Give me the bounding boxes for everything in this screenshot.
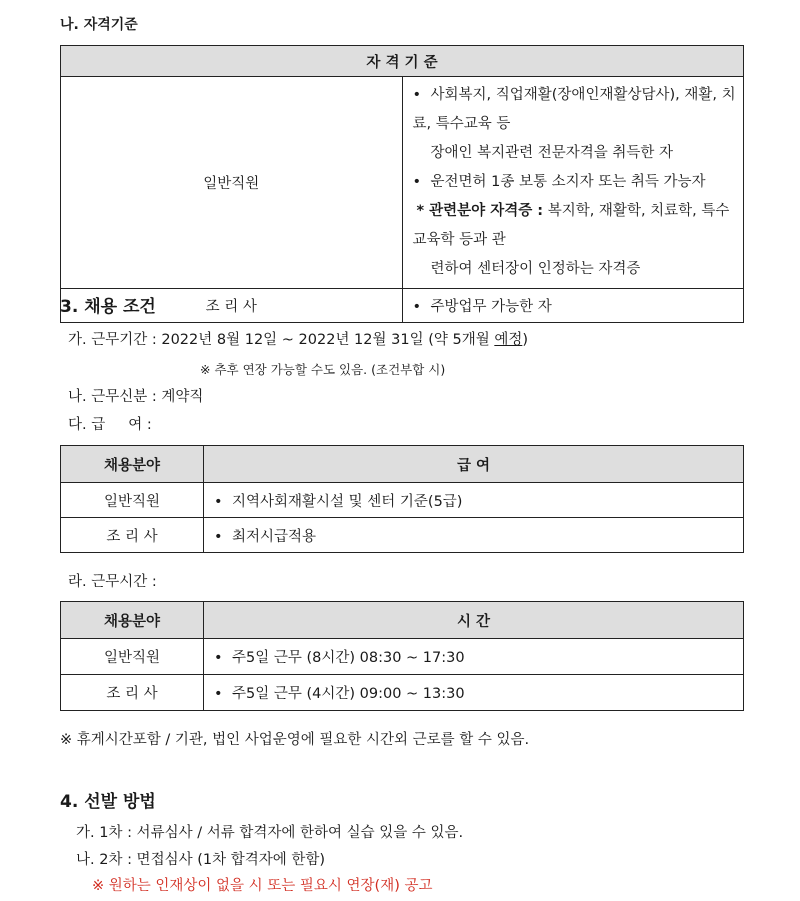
qual-line-2: 장애인 복지관련 전문자격을 취득한 자 — [430, 145, 674, 161]
bullet-icon: • — [412, 87, 422, 103]
qual-line-1: 사회복지, 직업재활(장애인재활상담사), 재활, 치료, 특수교육 등 — [412, 87, 736, 132]
work-period-underlined: 예정 — [494, 332, 523, 348]
qualification-detail-cell — [402, 77, 744, 289]
value-cell — [204, 675, 744, 711]
work-period-suffix: ) — [522, 332, 529, 348]
table-row — [61, 77, 744, 289]
salary-table — [60, 445, 744, 553]
category-cell: 조 리 사 — [61, 518, 204, 553]
category-cell: 일반직원 — [61, 77, 403, 289]
work-period — [68, 328, 528, 349]
table-row — [61, 289, 744, 323]
qual-line-5: 련하여 센터장이 인정하는 자격증 — [430, 261, 641, 277]
work-hours-table — [60, 601, 744, 711]
selection-step-1: 가. 1차 : 서류심사 / 서류 합격자에 한하여 실습 있을 수 있음. — [76, 825, 464, 841]
value-text: 주방업무 가능한 자 — [430, 299, 552, 315]
qual-line-4: 복지학, 재활학, 치료학, 특수교육학 등과 관 — [412, 203, 730, 248]
bullet-icon: • — [412, 299, 422, 315]
table-row — [61, 518, 744, 553]
salary-col-pay: 급 여 — [204, 446, 744, 483]
qual-related-label: * 관련분야 자격증 : — [416, 203, 544, 219]
hours-col-time: 시 간 — [204, 602, 744, 639]
section-3-title: 3. 채용 조건 — [60, 297, 156, 317]
bullet-icon: • — [412, 174, 422, 190]
work-period-text: 가. 근무기간 : 2022년 8월 12일 ~ 2022년 12월 31일 (약 5개월 — [68, 332, 495, 348]
category-cell: 일반직원 — [61, 483, 204, 518]
category-cell: 조 리 사 — [61, 289, 403, 323]
salary-label: 다. 급 여 : — [68, 417, 152, 433]
value-text: 지역사회재활시설 및 센터 기준(5급) — [232, 493, 463, 510]
category-cell: 조 리 사 — [61, 675, 204, 711]
value-text: 주5일 근무 (8시간) 08:30 ~ 17:30 — [232, 650, 465, 666]
category-cell: 일반직원 — [61, 639, 204, 675]
value-cell — [204, 639, 744, 675]
value-cell — [204, 483, 744, 518]
table-row — [61, 675, 744, 711]
value-text: 주5일 근무 (4시간) 09:00 ~ 13:30 — [232, 686, 465, 702]
salary-col-field: 채용분야 — [61, 446, 204, 483]
work-hours-label: 라. 근무시간 : — [68, 574, 157, 590]
work-period-note: ※ 추후 연장 가능할 수도 있음. (조건부합 시) — [200, 362, 446, 377]
selection-note: ※ 원하는 인재상이 없을 시 또는 필요시 연장(재) 공고 — [92, 878, 433, 894]
bullet-icon: • — [214, 528, 223, 545]
value-text: 최저시급적용 — [232, 528, 317, 545]
table-row — [61, 639, 744, 675]
bullet-icon: • — [214, 493, 223, 510]
qual-line-3: 운전면허 1종 보통 소지자 또는 취득 가능자 — [430, 174, 706, 190]
selection-step-2: 나. 2차 : 면접심사 (1차 합격자에 한함) — [76, 852, 326, 868]
value-cell — [402, 289, 744, 323]
value-cell — [204, 518, 744, 553]
qualification-subtitle: 나. 자격기준 — [60, 17, 138, 33]
bullet-icon: • — [214, 686, 223, 702]
qualification-table-header: 자 격 기 준 — [61, 46, 744, 77]
table-row — [61, 483, 744, 518]
bullet-icon: • — [214, 650, 223, 666]
hours-col-field: 채용분야 — [61, 602, 204, 639]
work-hours-note: ※ 휴게시간포함 / 기관, 법인 사업운영에 필요한 시간외 근로를 할 수 있음. — [60, 732, 530, 748]
qualification-table — [60, 45, 744, 323]
section-4-title: 4. 선발 방법 — [60, 792, 156, 812]
employment-status: 나. 근무신분 : 계약직 — [68, 389, 204, 405]
